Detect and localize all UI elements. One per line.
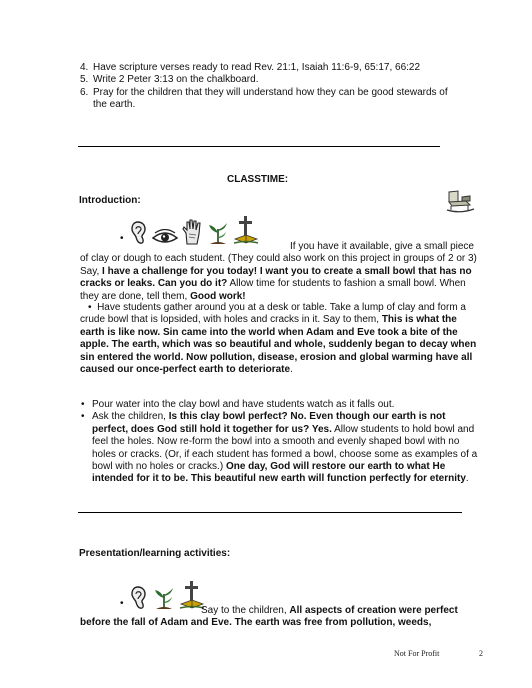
prep-item — [80, 74, 460, 86]
activity-bullets — [80, 399, 483, 486]
presentation-paragraph — [80, 605, 482, 630]
presentation-text: Say to the children, — [201, 605, 290, 616]
prep-item — [80, 62, 460, 74]
bullet-item: • Ask the children, Is this clay bowl perfect? No. Even though our earth is not perfect, does God still hold it together for us? Yes. Allow students to hold bowl and feel the holes. Now re-form the bowl into a smooth and evenly shaped bowl with no holes or cracks. (Or, if each student has formed a bowl, choose some as examples of a bowl with no holes or cracks.) One day, God will restore our earth to what He intended for it to be. This beautiful new earth will function perfectly for eternity. — [81, 411, 478, 485]
prep-item — [80, 87, 460, 112]
divider — [78, 512, 462, 513]
bullet-text: Ask the children, — [92, 411, 169, 423]
intro-paragraph — [80, 241, 483, 303]
earth-decay-quote: This is what the earth is like now. Sin came into the world when Adam and Eve took a bite of the apple. The earth, which was so beautiful and whole, suddenly began to decay when sin entered the world. Now pollution, disease, erosion and global warming have all caused our once-perfect earth to deteriorate — [80, 314, 477, 376]
presentation-heading: Presentation/learning activities: — [79, 548, 231, 559]
bullet-text: Allow students to hold bowl and feel the holes. Now re-form the bowl into a smooth and evenly shaped bowl with no holes or cracks. (Or, if each student has formed a bowl, choose some as examples of a bowl with no holes or cracks.) — [92, 423, 478, 473]
bullet: • — [88, 302, 98, 313]
introduction-heading: Introduction: — [79, 195, 141, 206]
intro-text: Allow time for students to fashion a small bowl. When they are done, tell them, — [80, 278, 466, 302]
item-number: 5. — [80, 74, 89, 86]
page-number: 2 — [479, 649, 483, 658]
classtime-title: CLASSTIME: — [227, 174, 289, 185]
item-number: 6. — [80, 86, 89, 98]
period: . — [290, 364, 293, 376]
footer-note: Not For Profit — [394, 649, 440, 658]
bullet: • — [120, 232, 124, 244]
intro-text: If you have it available, give a small piece of clay or dough to each student. (They could also work on this project in groups of 2 or 3) Say, — [80, 241, 477, 277]
intro-text: Have students gather around you at a desk or table. Take a lump of clay and form a crude bowl that is lopsided, with holes and cracks in it. Say to them, — [80, 302, 466, 326]
restore-earth-quote: One day, God will restore our earth to what He intended for it to be. This beautiful new earth will function perfectly for eternity — [92, 461, 466, 485]
divider — [78, 146, 440, 147]
creation-perfect-quote: All aspects of creation were perfect before the fall of Adam and Eve. The earth was free from pollution, weeds, — [80, 605, 458, 629]
item-text: Pray for the children that they will understand how they can be good stewards of the earth. — [93, 86, 448, 111]
period: . — [465, 473, 469, 485]
item-number: 4. — [80, 62, 89, 73]
rocking-chair-icon — [446, 188, 476, 214]
bullet-item: • Pour water into the clay bowl and have students watch as it falls out. — [81, 399, 395, 410]
intro-challenge-quote: I have a challenge for you today! I want you to create a small bowl that has no cracks or leaks. Can you do it? — [80, 265, 472, 290]
bullet-text: Pour water into the clay bowl and have students watch as it falls out. — [92, 399, 395, 410]
prep-list — [80, 62, 460, 112]
item-text: Have scripture verses ready to read Rev. 21:1, Isaiah 11:6-9, 65:17, 66:22 — [93, 62, 421, 73]
intro-paragraph-2 — [80, 302, 483, 376]
bullet: • — [120, 597, 124, 609]
intro-good-work-quote: Good work! — [190, 290, 246, 302]
item-text: Write 2 Peter 3:13 on the chalkboard. — [93, 74, 259, 86]
bowl-question-quote: Is this clay bowl perfect? No. Even though our earth is not perfect, does God still hold it together for us? Yes. — [92, 411, 446, 435]
